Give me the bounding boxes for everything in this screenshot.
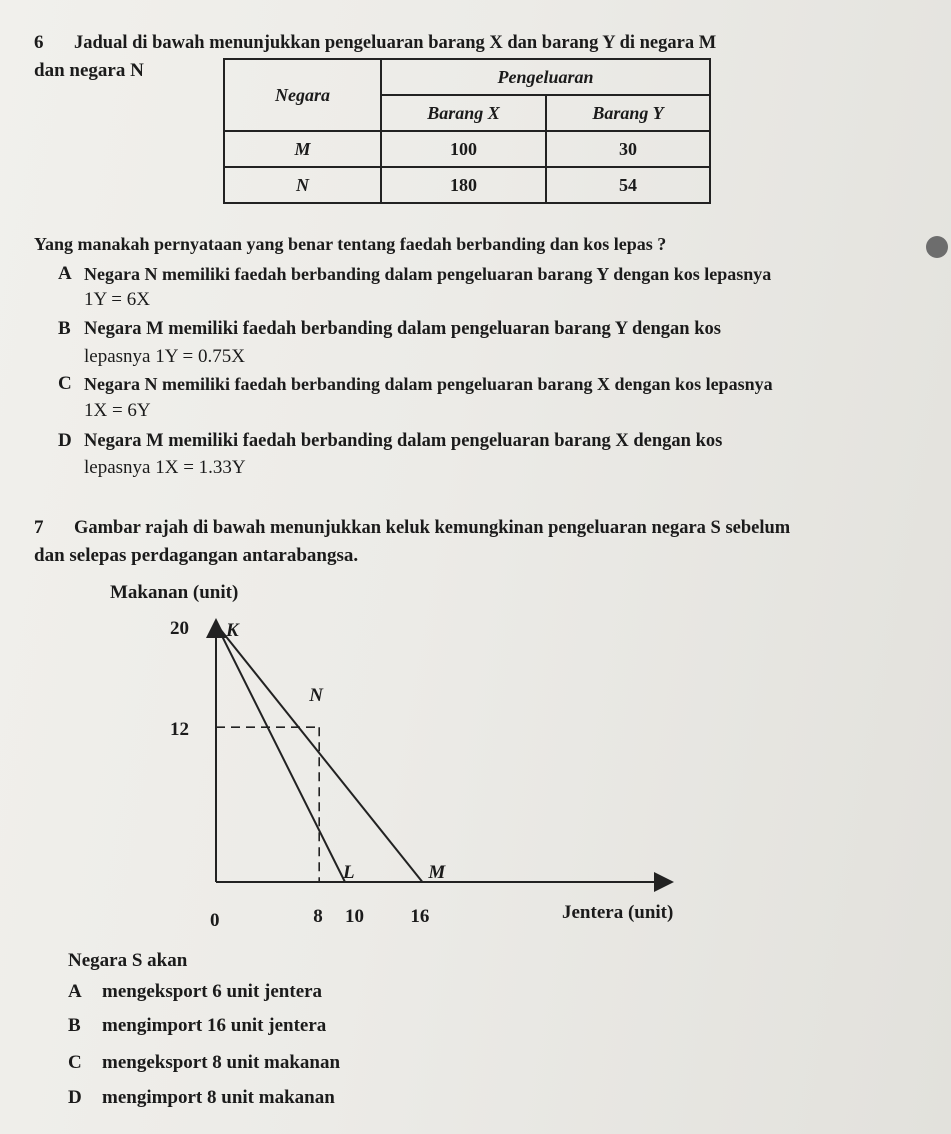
q6-option-b-line2: lepasnya 1Y = 0.75X [84, 346, 245, 367]
table-cell-y: 30 [546, 131, 710, 167]
q7-number: 7 [34, 517, 44, 538]
q6-option-d-line1: Negara M memiliki faedah berbanding dalam pengeluaran barang X dengan kos [84, 431, 723, 451]
q7-prompt: Negara S akan [68, 950, 188, 971]
table-cell-y: 54 [546, 167, 710, 203]
x-axis-label: Jentera (unit) [562, 902, 674, 923]
table-header-barang-y: Barang Y [546, 95, 710, 131]
q7-option-d-text: mengimport 8 unit makanan [102, 1087, 335, 1108]
q6-option-c-line1: Negara N memiliki faedah berbanding dalam pengeluaran barang X dengan kos lepasnya [84, 374, 773, 394]
table-cell-x: 100 [381, 131, 546, 167]
q6-option-a-line1: Negara N memiliki faedah berbanding dalam pengeluaran barang Y dengan kos lepasnya [84, 264, 772, 284]
q6-option-d-letter: D [58, 430, 72, 451]
q6-option-a-line2: 1Y = 6X [84, 289, 150, 310]
point-label-n: N [309, 685, 323, 707]
ppc-chart [110, 582, 710, 935]
q7-option-b-letter: B [68, 1015, 81, 1036]
production-table [223, 58, 711, 204]
table-cell-negara: M [224, 131, 381, 167]
q6-option-c-line2: 1X = 6Y [84, 400, 151, 421]
x-tick-label: 16 [410, 906, 430, 927]
q6-option-d-line2: lepasnya 1X = 1.33Y [84, 457, 246, 478]
table-cell-negara: N [224, 167, 381, 203]
q6-question: Yang manakah pernyataan yang benar tentang faedah berbanding dan kos lepas ? [34, 234, 667, 254]
q7-stem-line1: Gambar rajah di bawah menunjukkan keluk kemungkinan pengeluaran negara S sebelum [74, 518, 791, 538]
y-axis-label: Makanan (unit) [110, 582, 239, 603]
q7-stem-line2: dan selepas perdagangan antarabangsa. [34, 545, 359, 566]
table-row [224, 167, 710, 203]
punch-hole-mark [926, 236, 948, 258]
ppc-line-1 [216, 624, 345, 882]
x-tick-label: 10 [345, 906, 364, 927]
point-label-l: L [343, 862, 355, 883]
q6-option-b-letter: B [58, 318, 71, 339]
y-tick-label: 12 [170, 719, 189, 741]
q6-stem-line2: dan negara N [34, 60, 144, 81]
q7-option-a-text: mengeksport 6 unit jentera [102, 981, 323, 1002]
q6-option-a-letter: A [58, 263, 72, 284]
ppc-line-2 [216, 624, 422, 882]
origin-label: 0 [210, 910, 220, 931]
q7-option-d-letter: D [68, 1087, 82, 1108]
table-header-pengeluaran: Pengeluaran [381, 59, 710, 95]
q6-number: 6 [34, 32, 44, 53]
point-label-m: M [428, 862, 446, 883]
q7-option-b-text: mengimport 16 unit jentera [102, 1015, 327, 1036]
y-tick-label: 20 [170, 618, 189, 639]
point-label-k: K [226, 620, 239, 641]
table-row [224, 131, 710, 167]
q7-option-c-letter: C [68, 1052, 82, 1073]
q7-option-a-letter: A [68, 981, 82, 1002]
q6-stem-line1: Jadual di bawah menunjukkan pengeluaran barang X dan barang Y di negara M [74, 33, 717, 53]
table-header-negara: Negara [224, 59, 381, 131]
q6-option-c-letter: C [58, 373, 72, 394]
x-tick-label: 8 [313, 906, 323, 927]
q7-option-c-text: mengeksport 8 unit makanan [102, 1052, 341, 1073]
table-header-barang-x: Barang X [381, 95, 546, 131]
table-cell-x: 180 [381, 167, 546, 203]
q6-option-b-line1: Negara M memiliki faedah berbanding dalam pengeluaran barang Y dengan kos [84, 319, 721, 339]
